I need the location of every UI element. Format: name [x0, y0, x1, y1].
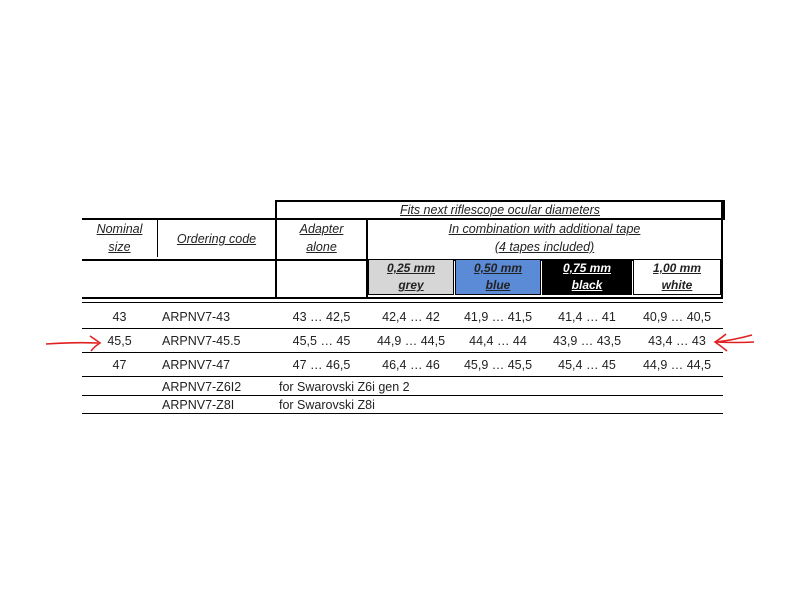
row-1-tape-black: 41,4 … 41: [558, 310, 616, 324]
row-2-tape-blue: 44,4 … 44: [469, 334, 527, 348]
row-1-tape-blue: 41,9 … 41,5: [463, 310, 533, 324]
extra-row-2-code: ARPNV7-Z8I: [162, 398, 235, 412]
row-divider: [82, 352, 723, 353]
row-divider: [82, 376, 723, 377]
right-red-arrow-icon: [712, 330, 762, 354]
row-2-adapter: 45,5 … 45: [292, 334, 351, 348]
row-divider: [82, 413, 723, 414]
left-red-arrow-icon: [44, 333, 104, 353]
header-bottom-line: [82, 297, 723, 299]
fits-header: Fits next riflescope ocular diameters: [399, 203, 601, 217]
header-divider: [721, 200, 723, 297]
adapter-alone-header: Adapter alone: [299, 222, 344, 254]
extra-row-2-note: for Swarovski Z8i: [279, 398, 375, 412]
row-2-tape-grey: 44,9 … 44,5: [376, 334, 446, 348]
row-3-tape-white: 44,9 … 44,5: [642, 358, 712, 372]
row-2-code: ARPNV7-45.5: [162, 334, 241, 348]
row-3-tape-black: 45,4 … 45: [558, 358, 616, 372]
nominal-size-header: Nominal size: [96, 222, 143, 254]
row-divider: [82, 328, 723, 329]
row-1-size: 43: [112, 310, 127, 324]
extra-row-1-note: for Swarovski Z6i gen 2: [279, 380, 410, 394]
row-2-size: 45,5: [107, 334, 132, 348]
header-bottom-line: [82, 302, 723, 303]
row-1-tape-grey: 42,4 … 42: [382, 310, 440, 324]
row-1-code: ARPNV7-43: [162, 310, 231, 324]
tape-grey-header: 0,25 mm grey: [368, 259, 454, 295]
tape-white-header: 1,00 mm white: [633, 259, 721, 295]
row-3-tape-grey: 46,4 … 46: [382, 358, 440, 372]
row-3-size: 47: [112, 358, 127, 372]
row-1-tape-white: 40,9 … 40,5: [642, 310, 712, 324]
row-3-tape-blue: 45,9 … 45,5: [463, 358, 533, 372]
tape-blue-header: 0,50 mm blue: [455, 259, 541, 295]
row-divider: [82, 395, 723, 396]
combination-header: In combination with additional tape (4 tapes included): [448, 222, 641, 254]
tape-black-header: 0,75 mm black: [542, 259, 632, 295]
row-1-adapter: 43 … 42,5: [292, 310, 351, 324]
row-2-tape-white: 43,4 … 43: [648, 334, 706, 348]
row-3-code: ARPNV7-47: [162, 358, 231, 372]
ordering-code-header: Ordering code: [176, 232, 257, 246]
row-3-adapter: 47 … 46,5: [292, 358, 351, 372]
extra-row-1-code: ARPNV7-Z6I2: [162, 380, 242, 394]
row-2-tape-black: 43,9 … 43,5: [552, 334, 622, 348]
